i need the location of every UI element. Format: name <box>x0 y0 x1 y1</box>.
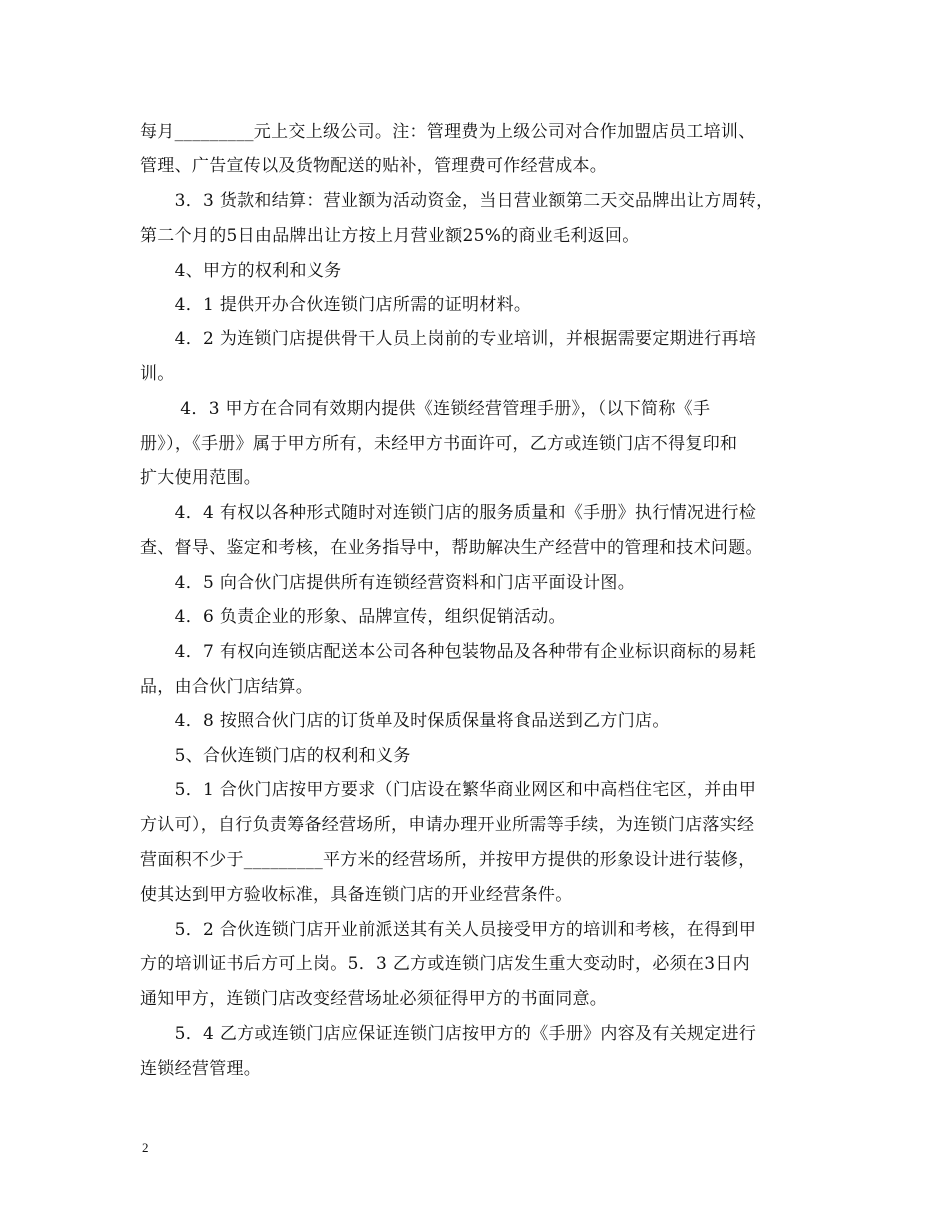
text-line: 第二个月的5日由品牌出让方按上月营业额25%的商业毛利返回。 <box>140 226 640 246</box>
text-line: 使其达到甲方验收标准，具备连锁门店的开业经营条件。 <box>140 885 573 905</box>
text-line: 训。 <box>140 364 175 384</box>
text-line: 3．3 货款和结算：营业额为活动资金，当日营业额第二天交品牌出让方周转， <box>140 191 774 211</box>
text-line: 通知甲方，连锁门店改变经营场址必须征得甲方的书面同意。 <box>140 989 608 1009</box>
text-line: 4．2 为连锁门店提供骨干人员上岗前的专业培训，并根据需要定期进行再培 <box>140 329 757 349</box>
text-line: 5．2 合伙连锁门店开业前派送其有关人员接受甲方的培训和考核，在得到甲 <box>140 920 757 940</box>
section-heading: 4、甲方的权利和义务 <box>140 261 342 281</box>
text-line: 每月_________元上交上级公司。注：管理费为上级公司对合作加盟店员工培训、 <box>140 122 756 142</box>
text-line: 4．6 负责企业的形象、品牌宣传，组织促销活动。 <box>140 607 566 627</box>
text-line: 5．4 乙方或连锁门店应保证连锁门店按甲方的《手册》内容及有关规定进行 <box>140 1024 757 1044</box>
text-line: 方认可），自行负责筹备经营场所，申请办理开业所需等手续，为连锁门店落实经 <box>140 815 755 835</box>
text-line: 品，由合伙门店结算。 <box>140 677 313 697</box>
text-line: 4．7 有权向连锁店配送本公司各种包装物品及各种带有企业标识商标的易耗 <box>140 642 757 662</box>
text-line: 管理、广告宣传以及货物配送的贴补，管理费可作经营成本。 <box>140 156 608 176</box>
text-line: 方的培训证书后方可上岗。5．3 乙方或连锁门店发生重大变动时，必须在3日内 <box>140 954 750 974</box>
text-line: 查、督导、鉴定和考核，在业务指导中，帮助解决生产经营中的管理和技术问题。 <box>140 538 763 558</box>
text-line: 连锁经营管理。 <box>140 1059 262 1079</box>
page-number: 2 <box>142 1140 149 1155</box>
text-line: 4．4 有权以各种形式随时对连锁门店的服务质量和《手册》执行情况进行检 <box>140 503 757 523</box>
text-line: 4．8 按照合伙门店的订货单及时保质保量将食品送到乙方门店。 <box>140 711 670 731</box>
text-line: 5．1 合伙门店按甲方要求（门店设在繁华商业网区和中高档住宅区，并由甲 <box>140 780 757 800</box>
text-line: 册》），《手册》属于甲方所有，未经甲方书面许可，乙方或连锁门店不得复印和 <box>140 434 738 454</box>
text-line: 营面积不少于_________平方米的经营场所，并按甲方提供的形象设计进行装修， <box>140 850 756 870</box>
text-line: 4．3 甲方在合同有效期内提供《连锁经营管理手册》，（以下简称《手 <box>140 399 711 419</box>
text-line: 4．5 向合伙门店提供所有连锁经营资料和门店平面设计图。 <box>140 573 636 593</box>
section-heading: 5、合伙连锁门店的权利和义务 <box>140 746 411 766</box>
text-line: 扩大使用范围。 <box>140 468 262 488</box>
text-line: 4．1 提供开办合伙连锁门店所需的证明材料。 <box>140 295 532 315</box>
